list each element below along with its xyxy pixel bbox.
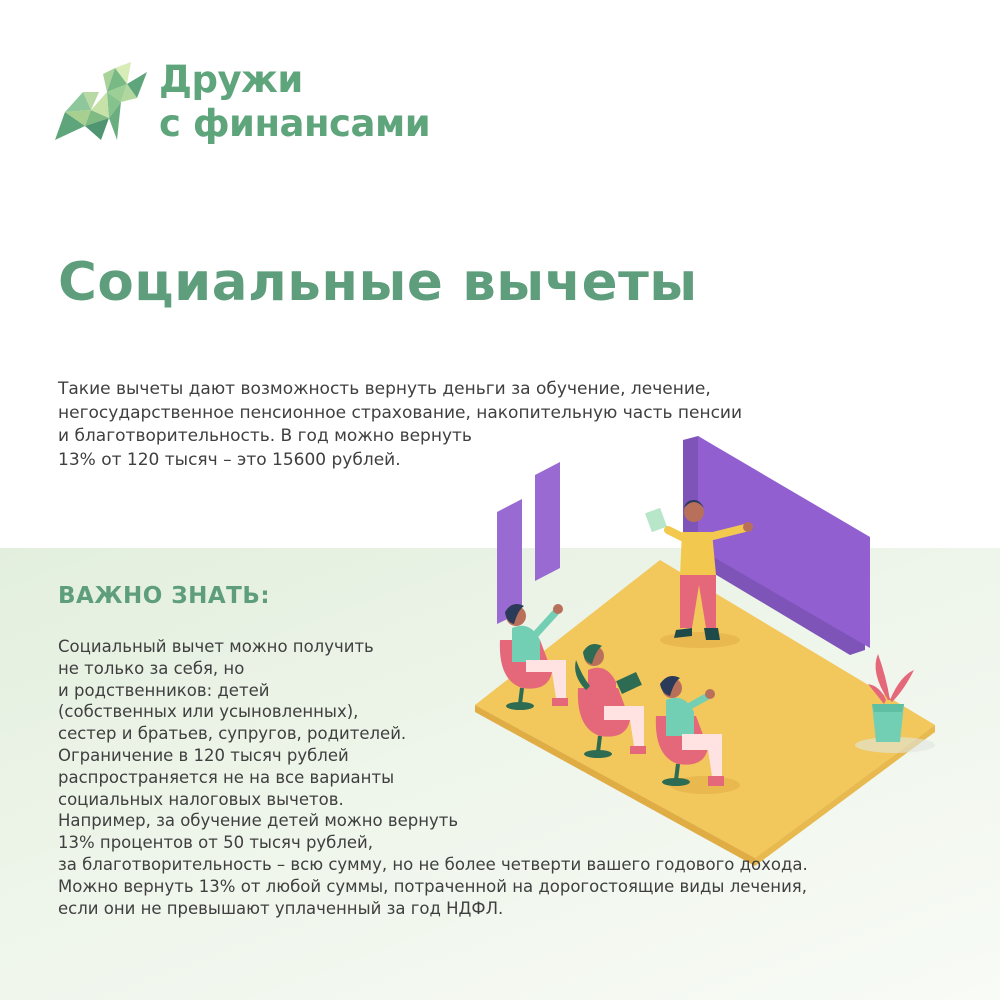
brand-name-line1: Дружи [159,58,303,101]
important-line: Можно вернуть 13% от любой суммы, потраченной на дорогостоящие виды лечения, [58,876,807,896]
important-line: Социальный вычет можно получить [58,637,374,656]
important-line: 13% процентов от 50 тысяч рублей, [58,833,374,853]
brand-name-line2: с финансами [159,102,431,145]
important-line: за благотворительность – всю сумму, но не более четверти вашего годового дохода. [58,854,808,874]
brand-name [159,58,430,146]
logo-mark-icon [55,62,147,142]
important-line: распространяется не на все варианты [58,767,395,787]
wall-panel [535,462,560,581]
important-line: не только за себя, но [58,658,245,678]
important-line: Например, за обучение детей можно вернуть [58,811,459,831]
intro-line: Такие вычеты дают возможность вернуть деньги за обучение, лечение, [58,379,711,399]
intro-line: 13% от 120 тысяч – это 15600 рублей. [58,449,401,470]
important-line: и родственников: детей [58,680,270,700]
important-line: сестер и братьев, супругов, родителей. [58,724,407,744]
important-paragraph [58,636,938,919]
important-line: Ограничение в 120 тысяч рублей [58,745,349,765]
intro-line: негосударственное пенсионное страхование, накопительную часть пенсии [58,402,743,423]
page-title: Социальные вычеты [58,252,698,313]
important-line: если они не превышают уплаченный за год НДФЛ. [58,898,504,918]
important-line: социальных налоговых вычетов. [58,789,344,809]
important-line: (собственных или усыновленных), [58,702,359,722]
intro-line: и благотворительность. В год можно вернуть [58,426,472,446]
important-heading: ВАЖНО ЗНАТЬ: [58,583,271,609]
brand-logo [55,60,475,150]
